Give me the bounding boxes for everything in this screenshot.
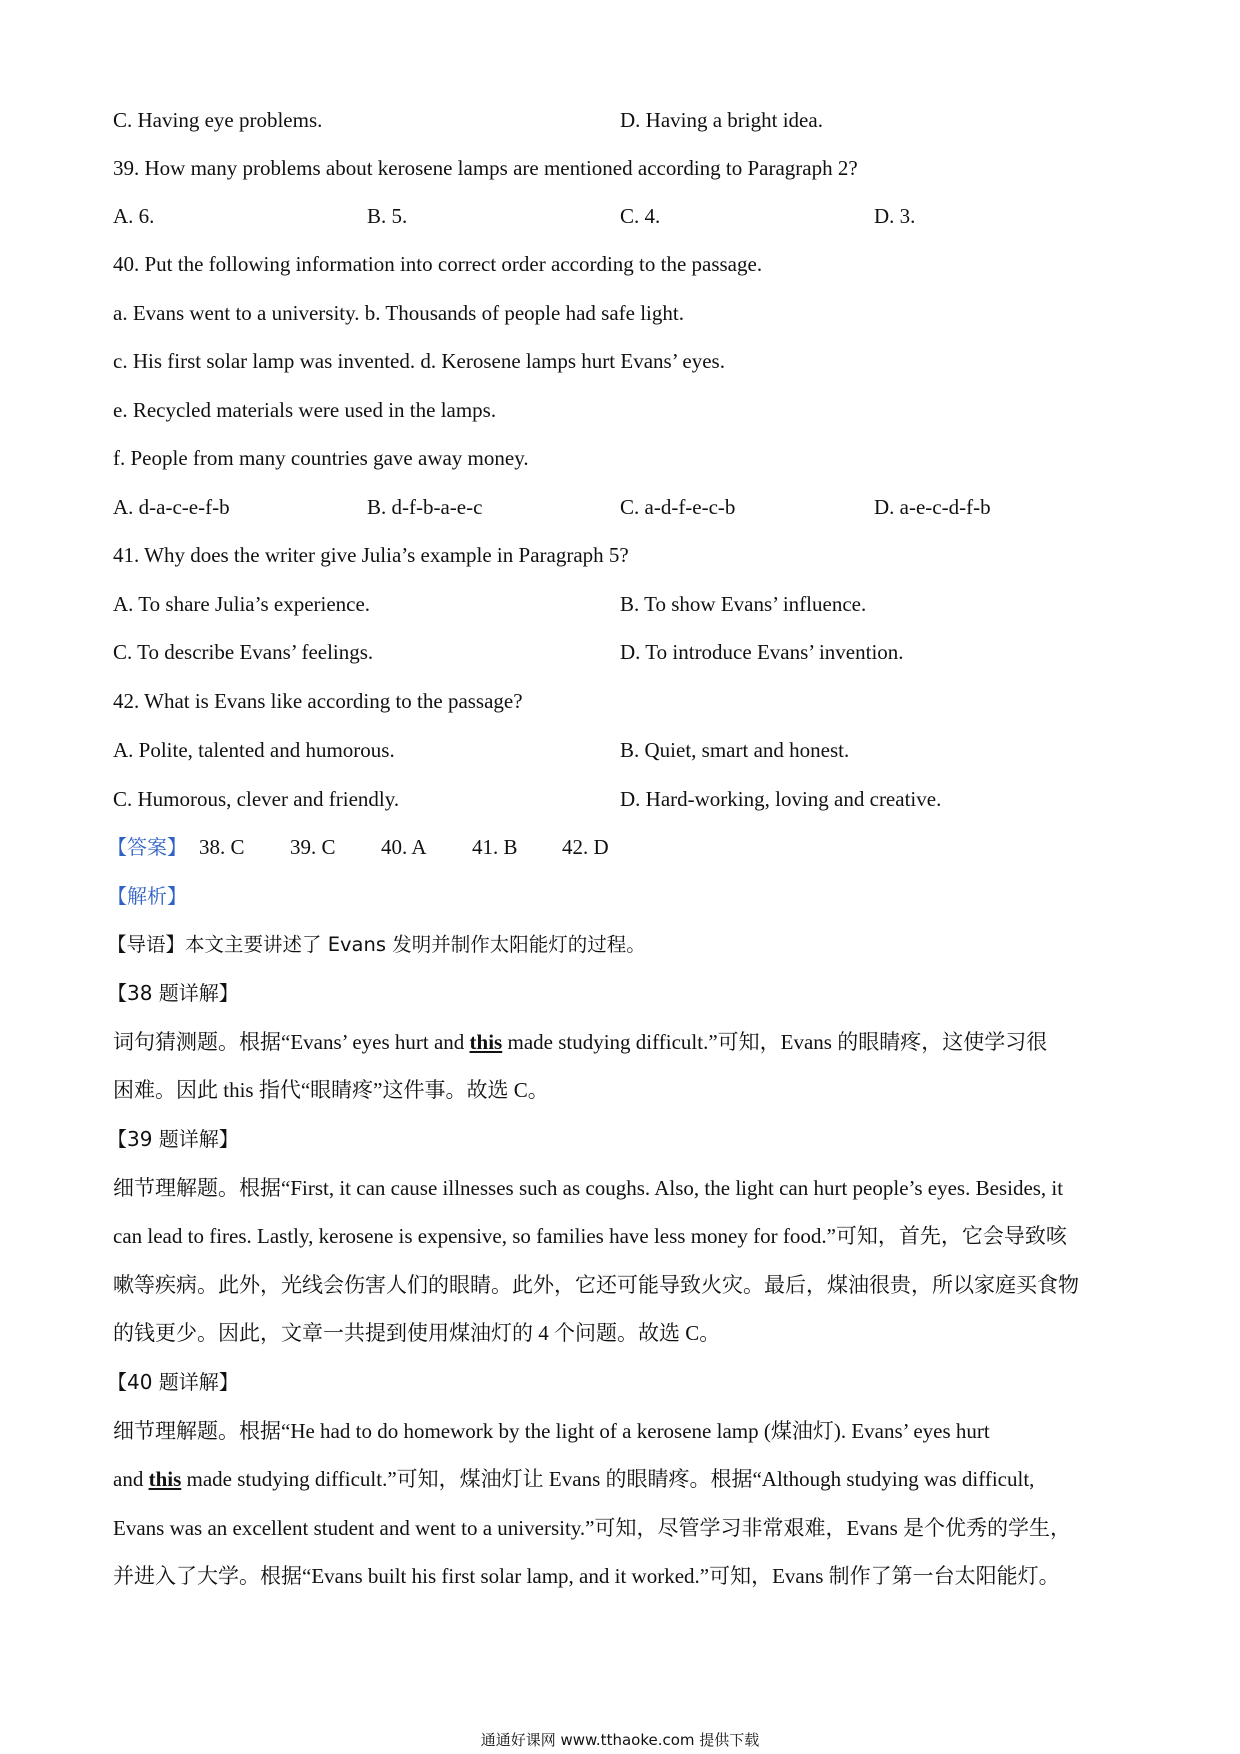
q42-option-a: A. Polite, talented and humorous. <box>113 738 395 762</box>
detail-40-line-1: 细节理解题。根据“He had to do homework by the light of a kerosene lamp (煤油灯). Evans’ eyes hurt <box>113 1419 990 1443</box>
q40-option-c: C. a-d-f-e-c-b <box>620 495 736 519</box>
q42-options-row-1 <box>113 733 1133 767</box>
q40-option-a: A. d-a-c-e-f-b <box>113 495 230 519</box>
detail-39-heading: 【39 题详解】 <box>107 1127 239 1151</box>
detail-38-underlined: this <box>469 1030 503 1054</box>
q42-option-d: D. Hard-working, loving and creative. <box>620 787 942 811</box>
q38-option-c: C. Having eye problems. <box>113 108 323 132</box>
detail-40-text: made studying difficult.”可知，煤油灯让 Evans 的眼睛疼。根据“Although studying was difficult, <box>181 1467 1035 1491</box>
detail-39-line: 的钱更少。因此，文章一共提到使用煤油灯的 4 个问题。故选 C。 <box>113 1321 721 1345</box>
answer-38: 38. C <box>199 835 245 859</box>
q39-question: 39. How many problems about kerosene lamps are mentioned according to Paragraph 2? <box>113 156 858 180</box>
q41-options-row-1 <box>113 587 1133 621</box>
detail-40-line-3: Evans was an excellent student and went to a university.”可知，尽管学习非常艰难，Evans 是个优秀的学生， <box>113 1516 1072 1540</box>
detail-38-heading: 【38 题详解】 <box>107 981 239 1005</box>
detail-39-line: can lead to fires. Lastly, kerosene is expensive, so families have less money for food.”可知，首先，它会导致咳 <box>113 1224 1067 1248</box>
detail-39-line: 嗽等疾病。此外，光线会伤害人们的眼睛。此外，它还可能导致火灾。最后，煤油很贵，所以家庭买食物 <box>113 1273 1079 1297</box>
q41-option-d: D. To introduce Evans’ invention. <box>620 640 904 664</box>
answer-42: 42. D <box>562 835 609 859</box>
q38-options-row <box>113 103 1133 137</box>
q40-item: f. People from many countries gave away money. <box>113 446 529 470</box>
answer-39: 39. C <box>290 835 336 859</box>
q39-options-row <box>113 199 1133 233</box>
detail-40-text: and <box>113 1467 149 1491</box>
q41-option-b: B. To show Evans’ influence. <box>620 592 867 616</box>
detail-40-line-4: 并进入了大学。根据“Evans built his first solar lamp, and it worked.”可知，Evans 制作了第一台太阳能灯。 <box>113 1564 1060 1588</box>
intro-text: 【导语】本文主要讲述了 Evans 发明并制作太阳能灯的过程。 <box>107 933 646 956</box>
q38-option-d: D. Having a bright idea. <box>620 108 823 132</box>
q40-item: c. His first solar lamp was invented. d. Kerosene lamps hurt Evans’ eyes. <box>113 349 725 373</box>
q39-option-a: A. 6. <box>113 204 155 228</box>
q39-option-b: B. 5. <box>367 204 408 228</box>
q41-option-c: C. To describe Evans’ feelings. <box>113 640 374 664</box>
detail-38-text: made studying difficult.”可知，Evans 的眼睛疼，这使学习很 <box>502 1030 1048 1054</box>
q40-option-d: D. a-e-c-d-f-b <box>874 495 991 519</box>
answer-41: 41. B <box>472 835 518 859</box>
detail-38-text: 词句猜测题。根据“Evans’ eyes hurt and <box>113 1030 470 1054</box>
detail-38-line-1 <box>113 1025 1133 1059</box>
detail-39-line: 细节理解题。根据“First, it can cause illnesses such as coughs. Also, the light can hurt people’s eyes. Besides, it <box>113 1176 1064 1200</box>
q39-option-d: D. 3. <box>874 204 916 228</box>
answer-40: 40. A <box>381 835 427 859</box>
answer-row <box>107 830 1133 864</box>
q40-item: e. Recycled materials were used in the lamps. <box>113 398 497 422</box>
q41-question: 41. Why does the writer give Julia’s example in Paragraph 5? <box>113 543 629 567</box>
q42-option-c: C. Humorous, clever and friendly. <box>113 787 400 811</box>
analysis-label: 【解析】 <box>107 884 187 908</box>
answer-label: 【答案】 <box>107 835 187 859</box>
q40-options-row <box>113 490 1133 524</box>
q41-options-row-2 <box>113 635 1133 669</box>
q39-option-c: C. 4. <box>620 204 661 228</box>
detail-40-heading: 【40 题详解】 <box>107 1370 239 1394</box>
detail-40-line-2 <box>113 1462 1133 1496</box>
q42-options-row-2 <box>113 782 1133 816</box>
q42-question: 42. What is Evans like according to the passage? <box>113 689 523 713</box>
q42-option-b: B. Quiet, smart and honest. <box>620 738 850 762</box>
detail-40-underlined: this <box>148 1467 182 1491</box>
q41-option-a: A. To share Julia’s experience. <box>113 592 371 616</box>
q40-item: a. Evans went to a university. b. Thousands of people had safe light. <box>113 301 684 325</box>
page-footer: 通通好课网 www.tthaoke.com 提供下载 <box>480 1731 760 1749</box>
detail-38-line-2: 困难。因此 this 指代“眼睛疼”这件事。故选 C。 <box>113 1078 549 1102</box>
q40-option-b: B. d-f-b-a-e-c <box>367 495 483 519</box>
q40-question: 40. Put the following information into correct order according to the passage. <box>113 252 763 276</box>
